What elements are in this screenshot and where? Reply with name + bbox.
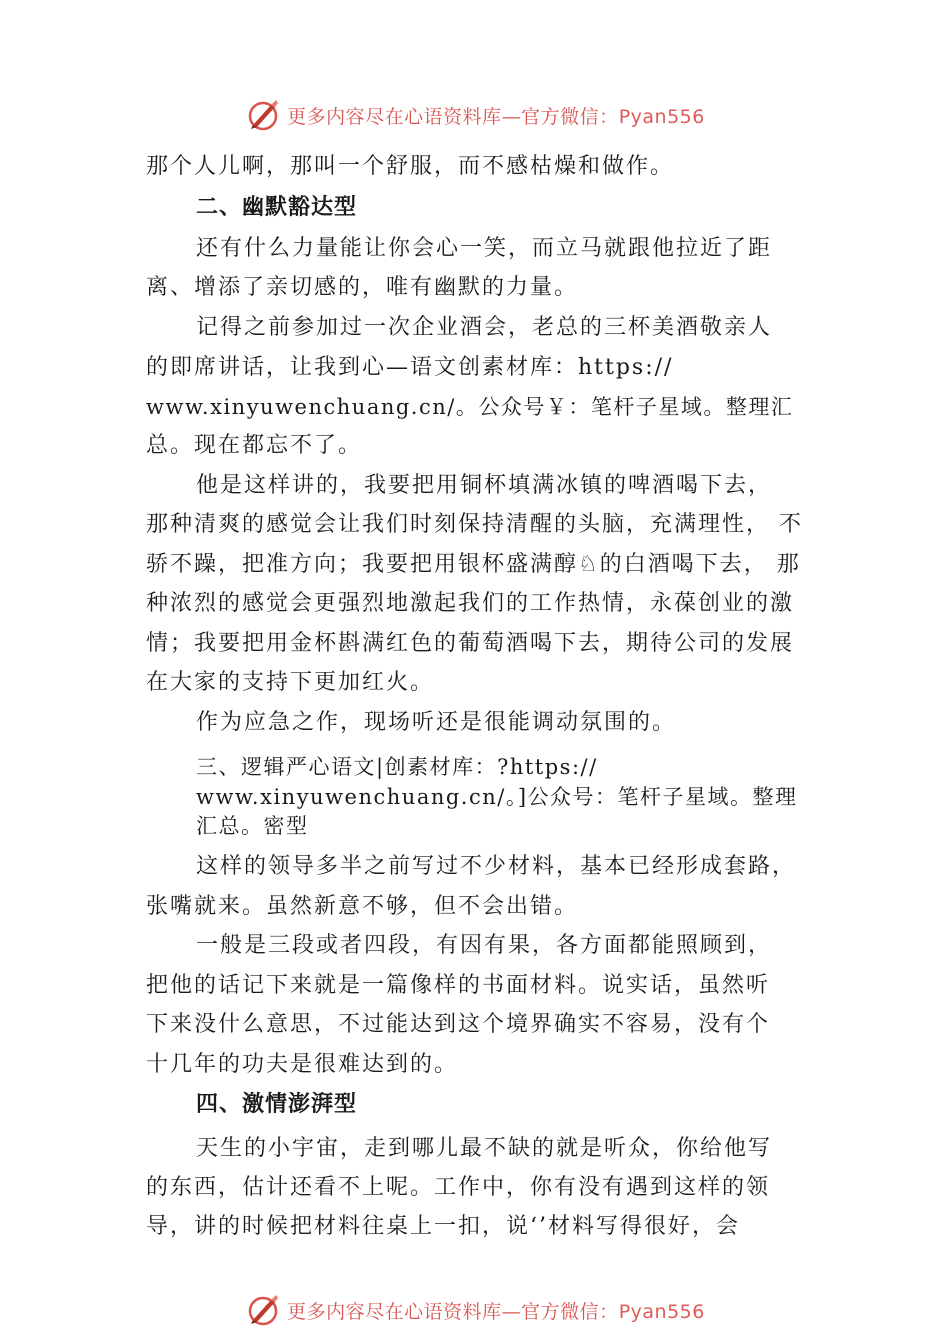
paragraph-line: 离、增添了亲切感的，唯有幽默的力量。 xyxy=(146,275,579,300)
paragraph-line: 汇总。密型 xyxy=(196,814,309,838)
paragraph-line: 的东西，估计还看不上呢。工作中，你有没有遇到这样的领 xyxy=(146,1175,771,1200)
header-watermark-banner xyxy=(0,95,950,135)
paragraph-line: www.xinyuwenchuang.cn/。]公众号：笔杆子星域。整理 xyxy=(196,785,798,809)
paragraph-line: 作为应急之作，现场听还是很能调动氛围的。 xyxy=(196,710,677,735)
paragraph-line: 这样的领导多半之前写过不少材料，基本已经形成套路， xyxy=(196,854,797,879)
paragraph-line: 三、逻辑严心语文|创素材库：?https:// xyxy=(196,755,598,779)
paragraph-line: 十几年的功夫是很难达到的。 xyxy=(146,1052,459,1077)
paragraph-line: 骄不躁，把准方向；我要把用银杯盛满醇♘的白酒喝下去， 那 xyxy=(146,552,801,577)
paragraph-line: 他是这样讲的，我要把用铜杯填满冰镇的啤酒喝下去， xyxy=(196,473,773,498)
paragraph-line: www.xinyuwenchuang.cn/。公众号￥：笔杆子星域。整理汇 xyxy=(146,395,794,419)
paragraph-line: 一般是三段或者四段，有因有果，各方面都能照顾到， xyxy=(196,933,773,958)
paragraph-line: 那个人儿啊，那叫一个舒服，而不感枯燥和做作。 xyxy=(146,154,675,179)
paragraph-line: 情；我要把用金杯斟满红色的葡萄酒喝下去，期待公司的发展 xyxy=(146,631,795,656)
paragraph-line: 把他的话记下来就是一篇像样的书面材料。说实话，虽然听 xyxy=(146,973,771,998)
section-heading: 二、幽默豁达型 xyxy=(196,195,358,220)
paragraph-line: 总。现在都忘不了。 xyxy=(146,433,363,458)
paragraph-line: 种浓烈的感觉会更强烈地激起我们的工作热情，永葆创业的激 xyxy=(146,591,795,616)
footer-watermark-banner xyxy=(0,1290,950,1330)
paragraph-line: 的即席讲话，让我到心—语文创素材库：https:// xyxy=(146,355,674,380)
pen-logo-icon xyxy=(245,1292,281,1328)
paragraph-line: 记得之前参加过一次企业酒会，老总的三杯美酒敬亲人 xyxy=(196,315,773,340)
paragraph-line: 张嘴就来。虽然新意不够，但不会出错。 xyxy=(146,894,579,919)
paragraph-line: 导，讲的时候把材料往桌上一扣，说‘’材料写得很好，会 xyxy=(146,1214,740,1239)
paragraph-line: 天生的小宇宙，走到哪儿最不缺的就是听众，你给他写 xyxy=(196,1136,773,1161)
paragraph-line: 那种清爽的感觉会让我们时刻保持清醒的头脑，充满理性， 不 xyxy=(146,512,803,537)
section-heading: 四、激情澎湃型 xyxy=(196,1092,358,1117)
paragraph-line: 还有什么力量能让你会心一笑，而立马就跟他拉近了距 xyxy=(196,236,773,261)
paragraph-line: 下来没什么意思，不过能达到这个境界确实不容易，没有个 xyxy=(146,1012,771,1037)
watermark-text: 更多内容尽在心语资料库—官方微信：Pyan556 xyxy=(287,1300,705,1323)
pen-logo-icon xyxy=(245,97,281,133)
paragraph-line: 在大家的支持下更加红火。 xyxy=(146,670,435,695)
watermark-text: 更多内容尽在心语资料库—官方微信：Pyan556 xyxy=(287,105,705,128)
